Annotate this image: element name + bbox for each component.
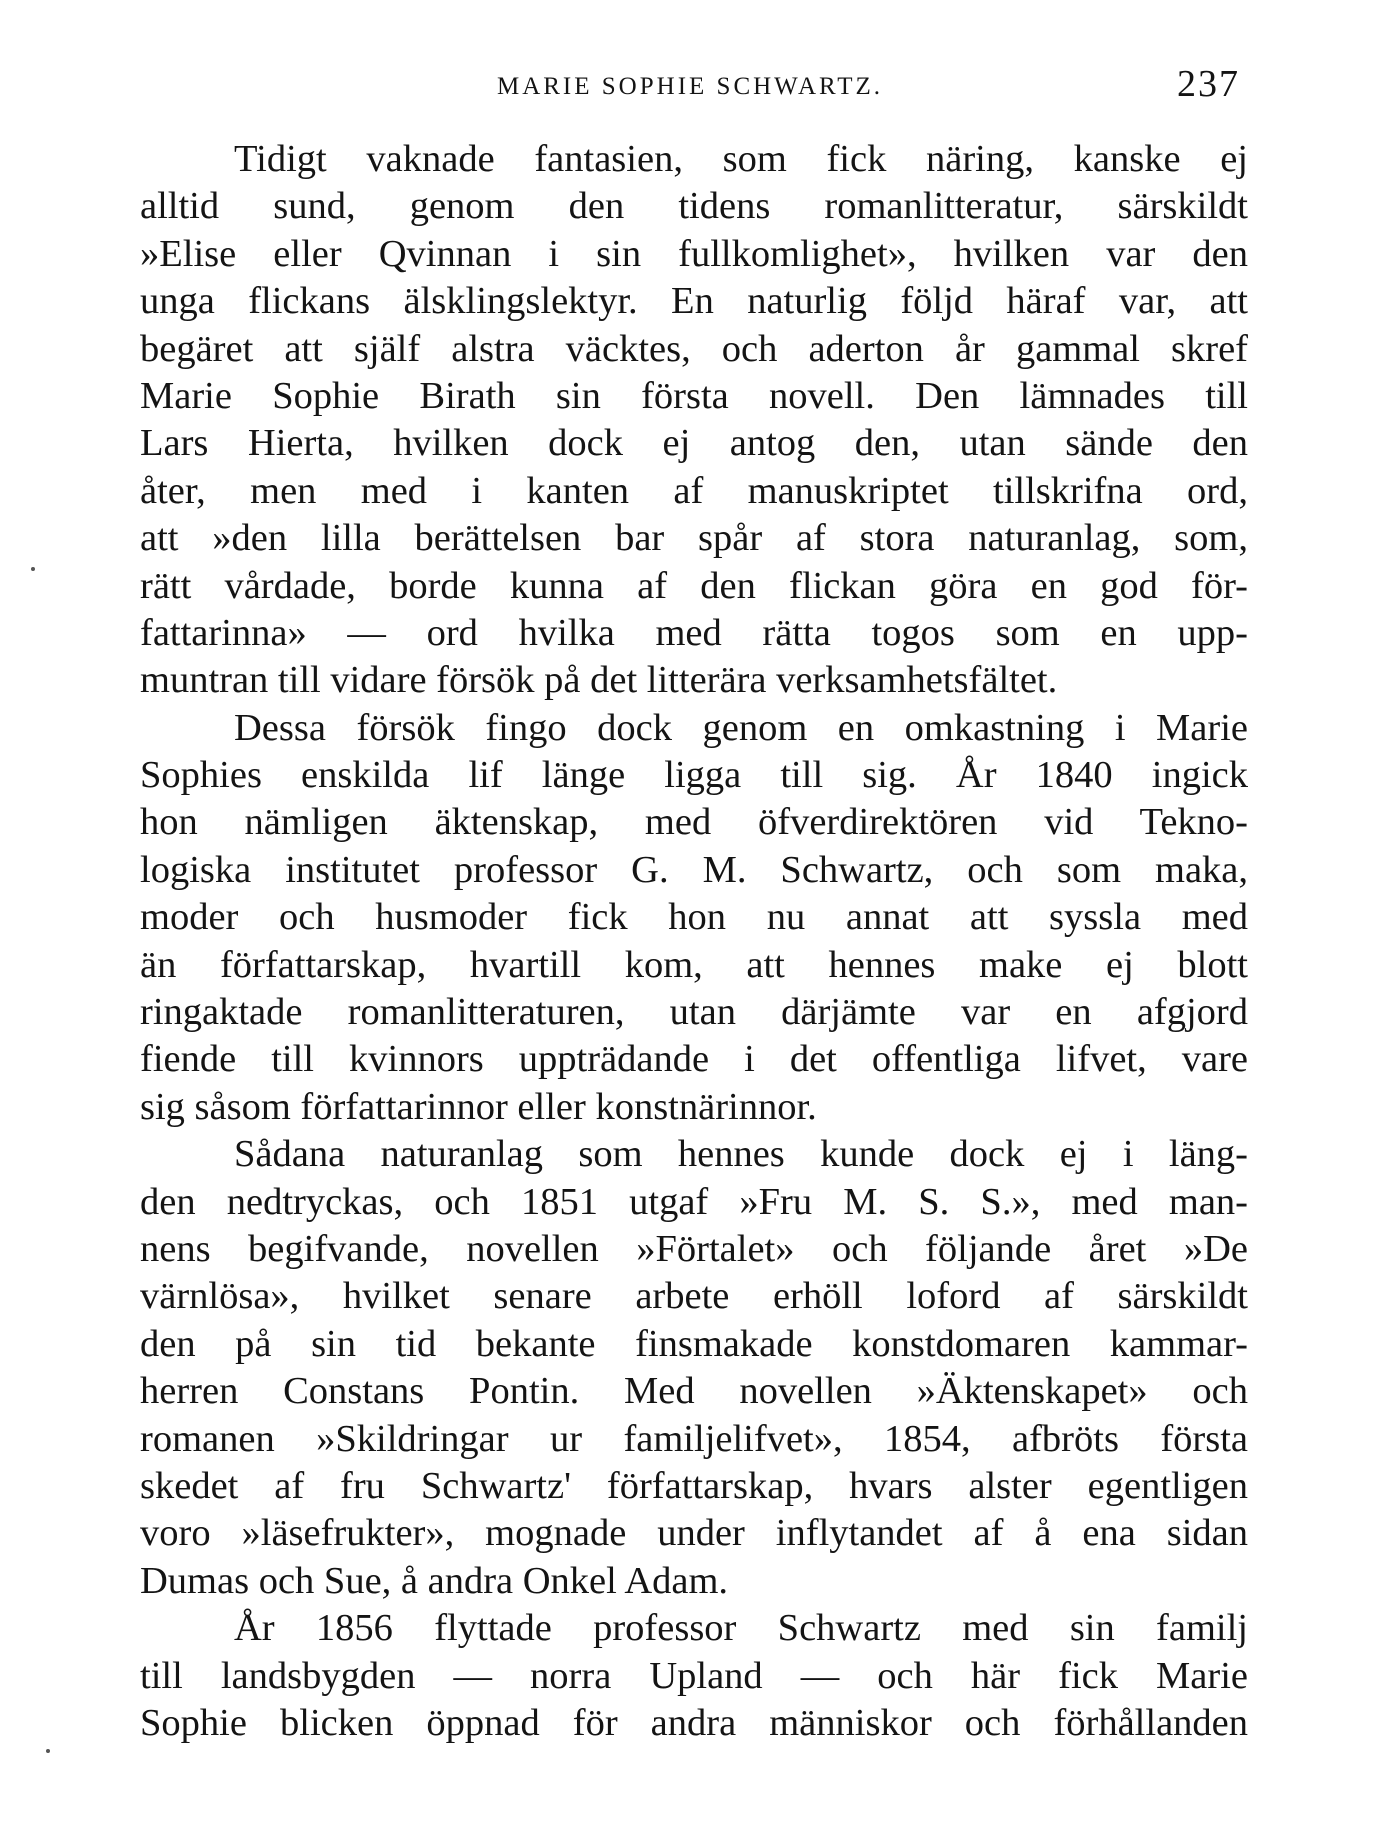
text-line: Lars Hierta, hvilken dock ej antog den, utan sände den <box>140 422 1248 465</box>
text-line: logiska institutet professor G. M. Schwartz, och som maka, <box>140 848 1248 891</box>
text-line: Marie Sophie Birath sin första novell. Den lämnades till <box>140 374 1248 417</box>
text-line: sig såsom författarinnor eller konstnärinnor. <box>140 1085 817 1128</box>
text-line: åter, men med i kanten af manuskriptet tillskrifna ord, <box>140 469 1248 512</box>
text-line: Sophies enskilda lif länge ligga till sig. År 1840 ingick <box>140 754 1248 797</box>
text-line: att »den lilla berättelsen bar spår af stora naturanlag, som, <box>140 517 1248 560</box>
text-line: Dessa försök fingo dock genom en omkastning i Marie <box>234 706 1248 749</box>
text-line: ringaktade romanlitteraturen, utan därjämte var en afgjord <box>140 991 1248 1034</box>
running-title: MARIE SOPHIE SCHWARTZ. <box>496 73 884 100</box>
margin-speck <box>46 1749 50 1753</box>
text-line: alltid sund, genom den tidens romanlitteratur, särskildt <box>140 185 1248 228</box>
text-line: fiende till kvinnors uppträdande i det offentliga lifvet, vare <box>140 1038 1248 1081</box>
page-number: 237 <box>1177 63 1240 105</box>
margin-speck <box>31 567 35 571</box>
text-line: begäret att själf alstra väcktes, och aderton år gammal skref <box>140 327 1248 370</box>
running-head <box>140 62 1240 112</box>
text-line: unga flickans älsklingslektyr. En naturlig följd häraf var, att <box>140 280 1248 323</box>
text-line: moder och husmoder fick hon nu annat att syssla med <box>140 896 1248 939</box>
text-line: nens begifvande, novellen »Förtalet» och följande året »De <box>140 1227 1248 1270</box>
text-line: den på sin tid bekante finsmakade konstdomaren kammar- <box>140 1322 1248 1365</box>
text-line: Tidigt vaknade fantasien, som fick näring, kanske ej <box>234 138 1248 180</box>
text-line: voro »läsefrukter», mognade under inflytandet af å ena sidan <box>140 1512 1248 1555</box>
text-line: Dumas och Sue, å andra Onkel Adam. <box>140 1559 729 1602</box>
text-line: »Elise eller Qvinnan i sin fullkomlighet», hvilken var den <box>140 232 1248 275</box>
body-text <box>140 136 1248 1747</box>
text-line: än författarskap, hvartill kom, att hennes make ej blott <box>140 943 1248 986</box>
text-line: romanen »Skildringar ur familjelifvet», 1854, afbröts första <box>140 1417 1248 1460</box>
text-line: hon nämligen äktenskap, med öfverdirektören vid Tekno- <box>140 801 1248 844</box>
text-line: fattarinna» — ord hvilka med rätta togos som en upp- <box>140 611 1248 654</box>
text-line: rätt vårdade, borde kunna af den flickan göra en god för- <box>140 564 1248 607</box>
text-line: skedet af fru Schwartz' författarskap, hvars alster egentligen <box>140 1464 1248 1507</box>
text-line: muntran till vidare försök på det litterära verksamhetsfältet. <box>140 659 1058 702</box>
text-line: den nedtryckas, och 1851 utgaf »Fru M. S. S.», med man- <box>140 1180 1248 1223</box>
text-line: värnlösa», hvilket senare arbete erhöll loford af särskildt <box>140 1275 1248 1318</box>
text-line: År 1856 flyttade professor Schwartz med sin familj <box>234 1607 1248 1650</box>
text-line: herren Constans Pontin. Med novellen »Äktenskapet» och <box>140 1370 1248 1413</box>
text-line: Sophie blicken öppnad för andra människor och förhållanden <box>140 1701 1248 1744</box>
text-line: till landsbygden — norra Upland — och här fick Marie <box>140 1654 1248 1697</box>
text-line: Sådana naturanlag som hennes kunde dock ej i läng- <box>234 1133 1248 1176</box>
